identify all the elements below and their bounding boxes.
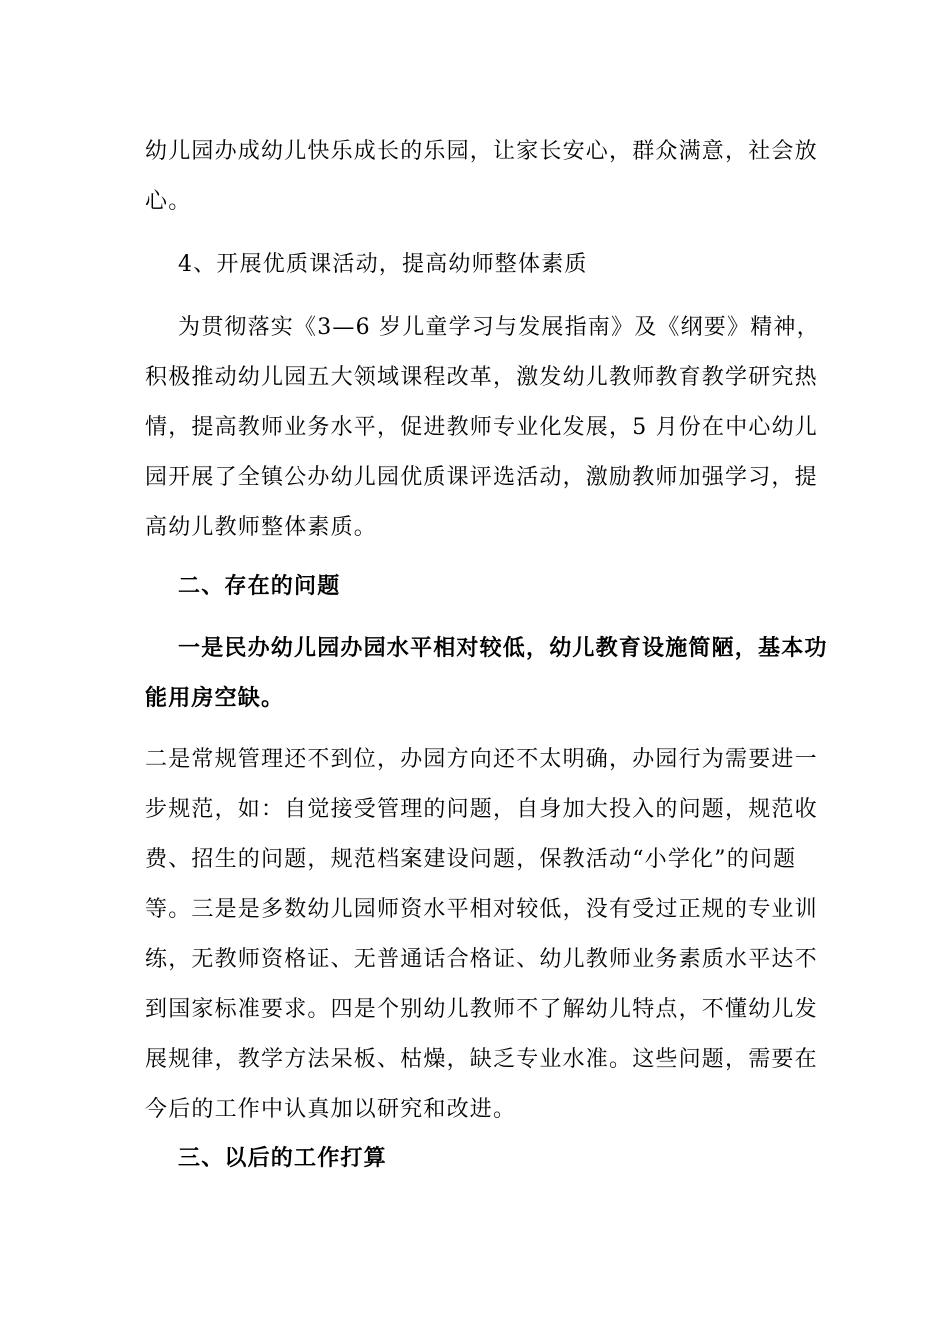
section-title: 二、存在的问题 [178,573,341,599]
paragraph-line: 幼儿园办成幼儿快乐成长的乐园，让家长安心，群众满意，社会放 [145,139,818,164]
paragraph-line: 今后的工作中认真加以研究和改进。 [145,1097,517,1122]
paragraph-line: 心。 [145,189,192,214]
paragraph-line: 积极推动幼儿园五大领域课程改革，激发幼儿教师教育教学研究热 [145,365,818,390]
problem-line: 能用房空缺。 [145,685,285,711]
paragraph-line: 到国家标准要求。四是个别幼儿教师不了解幼儿特点，不懂幼儿发 [145,997,818,1022]
paragraph-line: 情，提高教师业务水平，促进教师专业化发展，5 月份在中心幼儿 [145,415,818,440]
paragraph-line: 展规律，教学方法呆板、枯燥，缺乏专业水准。这些问题，需要在 [145,1047,818,1072]
subheading: 4、开展优质课活动，提高幼师整体素质 [178,252,588,277]
paragraph-line: 费、招生的问题，规范档案建设问题，保教活动“小学化”的问题 [145,847,797,872]
paragraph-line: 高幼儿教师整体素质。 [145,515,378,540]
problem-line: 一是民办幼儿园办园水平相对较低，幼儿教育设施简陋，基本功 [178,635,828,661]
paragraph-line: 练，无教师资格证、无普通话合格证、幼儿教师业务素质水平达不 [145,947,818,972]
section-title: 三、以后的工作打算 [178,1145,387,1171]
paragraph-line: 等。三是是多数幼儿园师资水平相对较低，没有受过正规的专业训 [145,897,818,922]
paragraph-line: 园开展了全镇公办幼儿园优质课评选活动，激励教师加强学习，提 [145,465,818,490]
paragraph-line: 为贯彻落实《3—6 岁儿童学习与发展指南》及《纲要》精神， [178,315,820,340]
paragraph-line: 二是常规管理还不到位，办园方向还不太明确，办园行为需要进一 [145,747,818,772]
paragraph-line: 步规范，如：自觉接受管理的问题，自身加大投入的问题，规范收 [145,797,818,822]
